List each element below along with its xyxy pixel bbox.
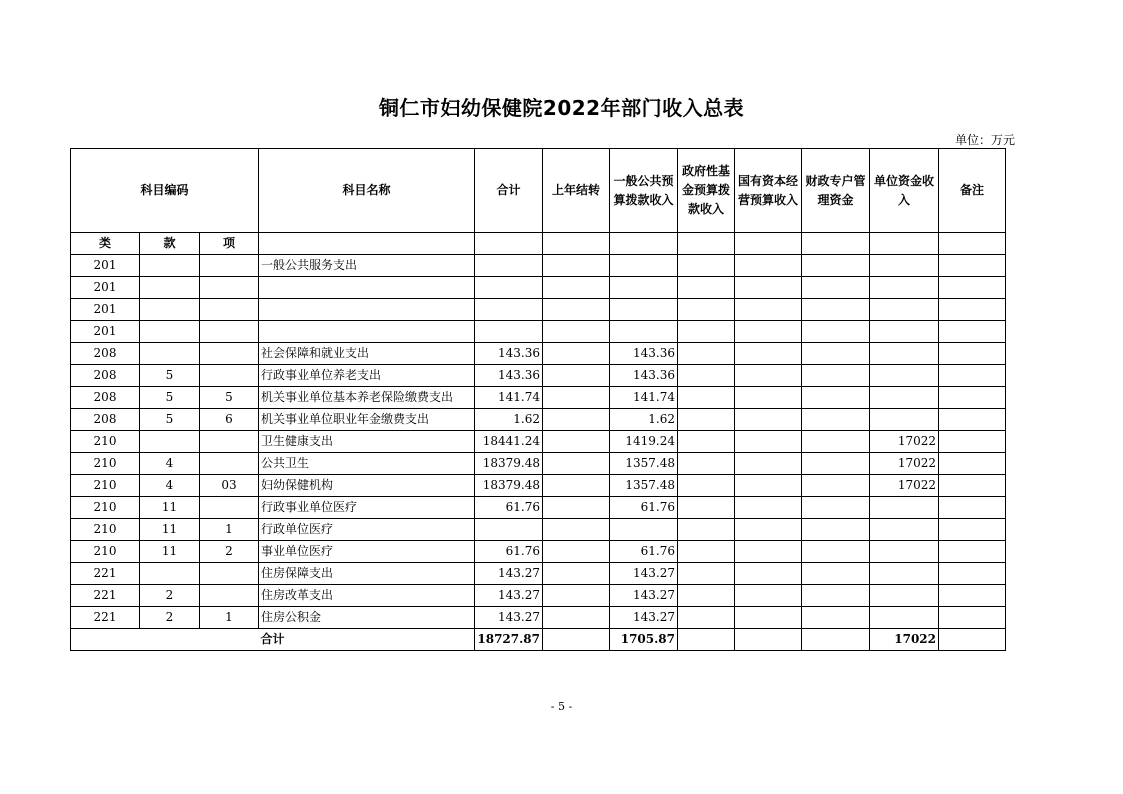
- cell-kuan: [140, 563, 200, 585]
- cell-total: 143.36: [475, 343, 543, 365]
- cell-xiang: [200, 343, 259, 365]
- cell-state-capital: [735, 607, 802, 629]
- cell-kuan: [140, 255, 200, 277]
- total-remark: [939, 629, 1006, 651]
- cell-xiang: [200, 453, 259, 475]
- header-state-capital: 国有资本经营预算收入: [735, 149, 802, 233]
- cell-state-capital: [735, 519, 802, 541]
- cell-remark: [939, 277, 1006, 299]
- cell-general-budget: [610, 277, 678, 299]
- table-row: [71, 343, 1006, 365]
- cell-xiang: [200, 563, 259, 585]
- cell-name: 住房保障支出: [259, 563, 475, 585]
- cell-total: 61.76: [475, 541, 543, 563]
- cell-unit-funds: [870, 321, 939, 343]
- cell-general-budget: [610, 519, 678, 541]
- cell-kuan: 5: [140, 387, 200, 409]
- cell-xiang: 2: [200, 541, 259, 563]
- cell-lei: 221: [71, 563, 140, 585]
- total-row: [71, 629, 1006, 651]
- header-carryover: 上年结转: [543, 149, 610, 233]
- cell-kuan: 4: [140, 453, 200, 475]
- cell-gov-fund: [678, 255, 735, 277]
- cell-carryover: [543, 365, 610, 387]
- cell-remark: [939, 299, 1006, 321]
- cell-general-budget: [610, 321, 678, 343]
- table-row: [71, 431, 1006, 453]
- cell-total: [475, 277, 543, 299]
- cell-lei: 208: [71, 343, 140, 365]
- cell-remark: [939, 519, 1006, 541]
- cell-xiang: 1: [200, 519, 259, 541]
- unit-label: 单位：万元: [954, 133, 1015, 147]
- document-title: 铜仁市妇幼保健院2022年部门收入总表: [378, 96, 745, 120]
- cell-unit-funds: [870, 387, 939, 409]
- cell-carryover: [543, 255, 610, 277]
- cell-state-capital: [735, 365, 802, 387]
- cell-total: 18379.48: [475, 453, 543, 475]
- cell-kuan: 11: [140, 519, 200, 541]
- cell-fiscal-special: [802, 475, 870, 497]
- cell-carryover: [543, 299, 610, 321]
- cell-name: 事业单位医疗: [259, 541, 475, 563]
- cell-general-budget: 143.36: [610, 365, 678, 387]
- header-remark: 备注: [939, 149, 1006, 233]
- cell-gov-fund: [678, 409, 735, 431]
- table-row: [71, 321, 1006, 343]
- cell-state-capital: [735, 453, 802, 475]
- cell-general-budget: 143.27: [610, 607, 678, 629]
- cell-fiscal-special: [802, 387, 870, 409]
- subheader-lei: 类: [71, 233, 140, 255]
- cell-gov-fund: [678, 321, 735, 343]
- cell-remark: [939, 585, 1006, 607]
- cell-general-budget: 143.36: [610, 343, 678, 365]
- cell-remark: [939, 497, 1006, 519]
- cell-fiscal-special: [802, 409, 870, 431]
- cell-carryover: [543, 409, 610, 431]
- cell-fiscal-special: [802, 343, 870, 365]
- cell-remark: [939, 321, 1006, 343]
- cell-name: 行政事业单位医疗: [259, 497, 475, 519]
- cell-lei: 208: [71, 365, 140, 387]
- cell-state-capital: [735, 585, 802, 607]
- cell-kuan: 11: [140, 497, 200, 519]
- table-row: [71, 519, 1006, 541]
- cell-gov-fund: [678, 343, 735, 365]
- cell-xiang: 5: [200, 387, 259, 409]
- cell-total: 18379.48: [475, 475, 543, 497]
- cell-carryover: [543, 497, 610, 519]
- table-row: [71, 475, 1006, 497]
- cell-fiscal-special: [802, 299, 870, 321]
- cell-name: 公共卫生: [259, 453, 475, 475]
- cell-name: 机关事业单位职业年金缴费支出: [259, 409, 475, 431]
- cell-xiang: [200, 365, 259, 387]
- cell-lei: 210: [71, 431, 140, 453]
- header-name: 科目名称: [259, 149, 475, 233]
- cell-gov-fund: [678, 497, 735, 519]
- total-label: 合计: [71, 629, 475, 651]
- cell-xiang: [200, 497, 259, 519]
- table-row: [71, 585, 1006, 607]
- total-fiscal-special: [802, 629, 870, 651]
- cell-lei: 201: [71, 255, 140, 277]
- header-gov-fund: 政府性基金预算拨款收入: [678, 149, 735, 233]
- cell-total: 141.74: [475, 387, 543, 409]
- cell-carryover: [543, 519, 610, 541]
- cell-gov-fund: [678, 299, 735, 321]
- cell-gov-fund: [678, 277, 735, 299]
- cell-gov-fund: [678, 475, 735, 497]
- cell-state-capital: [735, 409, 802, 431]
- cell-unit-funds: [870, 563, 939, 585]
- cell-fiscal-special: [802, 453, 870, 475]
- cell-fiscal-special: [802, 277, 870, 299]
- cell-gov-fund: [678, 541, 735, 563]
- cell-xiang: [200, 585, 259, 607]
- header-unit-funds: 单位资金收入: [870, 149, 939, 233]
- cell-carryover: [543, 277, 610, 299]
- cell-unit-funds: [870, 541, 939, 563]
- cell-general-budget: 1.62: [610, 409, 678, 431]
- cell-fiscal-special: [802, 497, 870, 519]
- cell-xiang: 1: [200, 607, 259, 629]
- cell-total: 143.27: [475, 563, 543, 585]
- cell-total: [475, 299, 543, 321]
- cell-general-budget: 141.74: [610, 387, 678, 409]
- cell-gov-fund: [678, 519, 735, 541]
- cell-unit-funds: [870, 497, 939, 519]
- header-total: 合计: [475, 149, 543, 233]
- cell-lei: 201: [71, 321, 140, 343]
- header-fiscal-special: 财政专户管理资金: [802, 149, 870, 233]
- cell-name: [259, 321, 475, 343]
- cell-name: 一般公共服务支出: [259, 255, 475, 277]
- cell-unit-funds: [870, 519, 939, 541]
- table-row: [71, 563, 1006, 585]
- cell-fiscal-special: [802, 321, 870, 343]
- table-row: [71, 541, 1006, 563]
- cell-xiang: [200, 299, 259, 321]
- cell-gov-fund: [678, 585, 735, 607]
- table-row: [71, 255, 1006, 277]
- cell-general-budget: [610, 299, 678, 321]
- cell-carryover: [543, 343, 610, 365]
- subheader-xiang: 项: [200, 233, 259, 255]
- table-row: [71, 409, 1006, 431]
- cell-name: 机关事业单位基本养老保险缴费支出: [259, 387, 475, 409]
- cell-state-capital: [735, 255, 802, 277]
- cell-lei: 210: [71, 475, 140, 497]
- cell-general-budget: 1357.48: [610, 475, 678, 497]
- table-row: [71, 497, 1006, 519]
- cell-state-capital: [735, 431, 802, 453]
- cell-remark: [939, 607, 1006, 629]
- table-row: [71, 299, 1006, 321]
- cell-kuan: [140, 431, 200, 453]
- cell-xiang: [200, 255, 259, 277]
- cell-general-budget: 143.27: [610, 563, 678, 585]
- cell-xiang: 03: [200, 475, 259, 497]
- cell-total: 61.76: [475, 497, 543, 519]
- cell-name: 妇幼保健机构: [259, 475, 475, 497]
- total-sum: 18727.87: [475, 629, 543, 651]
- cell-total: [475, 255, 543, 277]
- cell-remark: [939, 431, 1006, 453]
- cell-fiscal-special: [802, 519, 870, 541]
- cell-kuan: 2: [140, 607, 200, 629]
- cell-unit-funds: [870, 255, 939, 277]
- cell-total: [475, 519, 543, 541]
- cell-state-capital: [735, 387, 802, 409]
- cell-name: 住房公积金: [259, 607, 475, 629]
- cell-carryover: [543, 387, 610, 409]
- table-row: [71, 277, 1006, 299]
- cell-kuan: [140, 343, 200, 365]
- cell-carryover: [543, 431, 610, 453]
- cell-state-capital: [735, 277, 802, 299]
- table-row: [71, 365, 1006, 387]
- cell-lei: 210: [71, 541, 140, 563]
- cell-remark: [939, 343, 1006, 365]
- cell-unit-funds: [870, 585, 939, 607]
- total-state-capital: [735, 629, 802, 651]
- total-gov-fund: [678, 629, 735, 651]
- cell-fiscal-special: [802, 563, 870, 585]
- cell-state-capital: [735, 497, 802, 519]
- subheader-kuan: 款: [140, 233, 200, 255]
- total-unit-funds: 17022: [870, 629, 939, 651]
- cell-gov-fund: [678, 387, 735, 409]
- cell-unit-funds: 17022: [870, 475, 939, 497]
- cell-lei: 210: [71, 453, 140, 475]
- table-row: [71, 387, 1006, 409]
- cell-state-capital: [735, 475, 802, 497]
- cell-lei: 221: [71, 585, 140, 607]
- total-carryover: [543, 629, 610, 651]
- cell-lei: 208: [71, 409, 140, 431]
- header-general-budget: 一般公共预算拨款收入: [610, 149, 678, 233]
- cell-lei: 221: [71, 607, 140, 629]
- cell-fiscal-special: [802, 541, 870, 563]
- header-code: 科目编码: [71, 149, 259, 233]
- cell-remark: [939, 255, 1006, 277]
- cell-total: 1.62: [475, 409, 543, 431]
- table-row: [71, 453, 1006, 475]
- cell-total: [475, 321, 543, 343]
- cell-gov-fund: [678, 607, 735, 629]
- cell-unit-funds: [870, 409, 939, 431]
- cell-remark: [939, 475, 1006, 497]
- cell-state-capital: [735, 541, 802, 563]
- cell-remark: [939, 365, 1006, 387]
- cell-carryover: [543, 585, 610, 607]
- cell-lei: 201: [71, 277, 140, 299]
- cell-name: 卫生健康支出: [259, 431, 475, 453]
- table-header-row: [71, 149, 1006, 233]
- cell-total: 143.36: [475, 365, 543, 387]
- cell-state-capital: [735, 299, 802, 321]
- cell-name: [259, 277, 475, 299]
- total-general-budget: 1705.87: [610, 629, 678, 651]
- table-subheader-row: [71, 233, 1006, 255]
- cell-unit-funds: 17022: [870, 431, 939, 453]
- cell-carryover: [543, 541, 610, 563]
- cell-kuan: [140, 299, 200, 321]
- cell-general-budget: 1419.24: [610, 431, 678, 453]
- cell-lei: 210: [71, 497, 140, 519]
- cell-gov-fund: [678, 563, 735, 585]
- cell-total: 143.27: [475, 607, 543, 629]
- cell-state-capital: [735, 321, 802, 343]
- cell-general-budget: 61.76: [610, 541, 678, 563]
- cell-fiscal-special: [802, 431, 870, 453]
- cell-unit-funds: [870, 365, 939, 387]
- page-number: - 5 -: [550, 700, 573, 713]
- cell-kuan: 5: [140, 365, 200, 387]
- cell-total: 18441.24: [475, 431, 543, 453]
- cell-name: 行政单位医疗: [259, 519, 475, 541]
- cell-name: 社会保障和就业支出: [259, 343, 475, 365]
- cell-lei: 208: [71, 387, 140, 409]
- cell-gov-fund: [678, 365, 735, 387]
- cell-kuan: [140, 321, 200, 343]
- cell-unit-funds: 17022: [870, 453, 939, 475]
- cell-remark: [939, 563, 1006, 585]
- cell-gov-fund: [678, 453, 735, 475]
- cell-fiscal-special: [802, 585, 870, 607]
- table-row: [71, 607, 1006, 629]
- cell-lei: 210: [71, 519, 140, 541]
- cell-kuan: [140, 277, 200, 299]
- cell-unit-funds: [870, 277, 939, 299]
- cell-xiang: [200, 431, 259, 453]
- cell-gov-fund: [678, 431, 735, 453]
- cell-carryover: [543, 453, 610, 475]
- cell-xiang: [200, 321, 259, 343]
- cell-fiscal-special: [802, 365, 870, 387]
- cell-remark: [939, 541, 1006, 563]
- cell-xiang: 6: [200, 409, 259, 431]
- cell-unit-funds: [870, 607, 939, 629]
- cell-lei: 201: [71, 299, 140, 321]
- cell-carryover: [543, 475, 610, 497]
- cell-remark: [939, 409, 1006, 431]
- cell-unit-funds: [870, 343, 939, 365]
- cell-fiscal-special: [802, 607, 870, 629]
- cell-remark: [939, 453, 1006, 475]
- cell-general-budget: 143.27: [610, 585, 678, 607]
- cell-name: 住房改革支出: [259, 585, 475, 607]
- cell-carryover: [543, 607, 610, 629]
- cell-carryover: [543, 321, 610, 343]
- cell-general-budget: [610, 255, 678, 277]
- cell-state-capital: [735, 343, 802, 365]
- revenue-table: [70, 148, 1006, 651]
- cell-unit-funds: [870, 299, 939, 321]
- cell-name: 行政事业单位养老支出: [259, 365, 475, 387]
- cell-remark: [939, 387, 1006, 409]
- cell-kuan: 2: [140, 585, 200, 607]
- cell-total: 143.27: [475, 585, 543, 607]
- cell-carryover: [543, 563, 610, 585]
- cell-kuan: 4: [140, 475, 200, 497]
- cell-fiscal-special: [802, 255, 870, 277]
- cell-xiang: [200, 277, 259, 299]
- cell-general-budget: 1357.48: [610, 453, 678, 475]
- cell-kuan: 5: [140, 409, 200, 431]
- cell-state-capital: [735, 563, 802, 585]
- cell-kuan: 11: [140, 541, 200, 563]
- cell-general-budget: 61.76: [610, 497, 678, 519]
- cell-name: [259, 299, 475, 321]
